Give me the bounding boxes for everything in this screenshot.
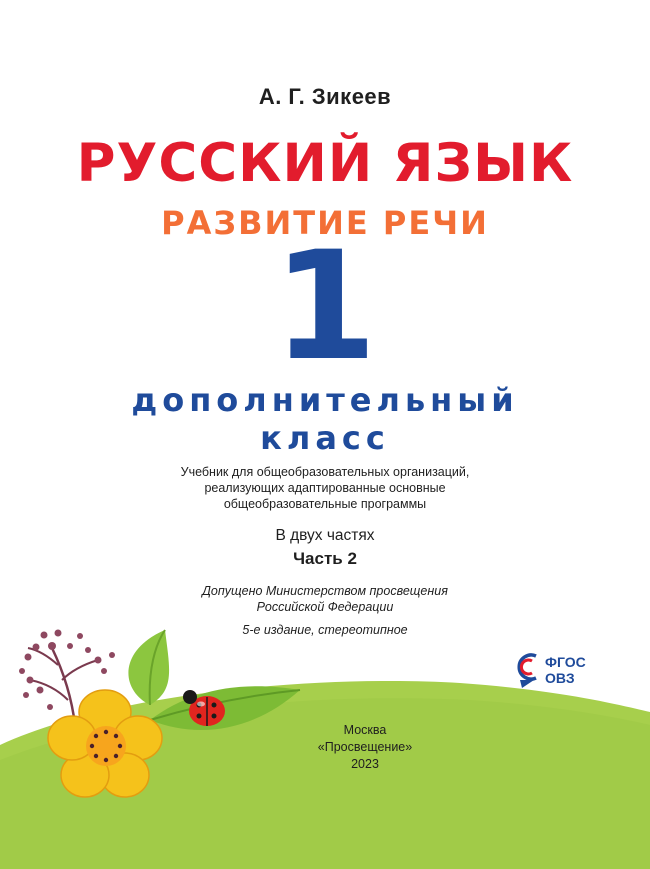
- description-line: общеобразовательные программы: [223, 497, 427, 511]
- approval-note: [0, 583, 650, 615]
- publisher-name: «Просвещение»: [317, 740, 413, 754]
- grade-label-line1: дополнительный: [131, 381, 519, 419]
- fgos-logo-icon: [512, 648, 542, 688]
- grade-label-line2: класс: [260, 419, 390, 457]
- description-line: Учебник для общеобразовательных организаций,: [180, 465, 470, 479]
- parts-info: [0, 524, 650, 570]
- publication-year: 2023: [351, 757, 379, 771]
- grade-number: 1: [272, 220, 378, 394]
- edition-note: 5-е издание, стереотипное: [242, 623, 408, 637]
- book-subtitle: РАЗВИТИЕ РЕЧИ: [161, 204, 489, 242]
- book-description: [0, 464, 650, 512]
- book-title: РУССКИЙ ЯЗЫК: [76, 133, 574, 194]
- grade-label: [0, 381, 650, 457]
- fgos-label: [545, 654, 586, 686]
- parts-line: В двух частях: [275, 527, 375, 544]
- fgos-badge: [512, 648, 632, 698]
- publisher-info: [40, 722, 650, 773]
- fgos-line2: ОВЗ: [545, 670, 575, 686]
- description-line: реализующих адаптированные основные: [204, 481, 446, 495]
- approval-line: Допущено Министерством просвещения: [202, 584, 448, 598]
- part-label: Часть 2: [293, 549, 357, 568]
- fgos-line1: ФГОС: [545, 654, 586, 670]
- publisher-city: Москва: [343, 723, 387, 737]
- approval-line: Российской Федерации: [256, 600, 394, 614]
- author-name: А. Г. Зикеев: [258, 84, 392, 109]
